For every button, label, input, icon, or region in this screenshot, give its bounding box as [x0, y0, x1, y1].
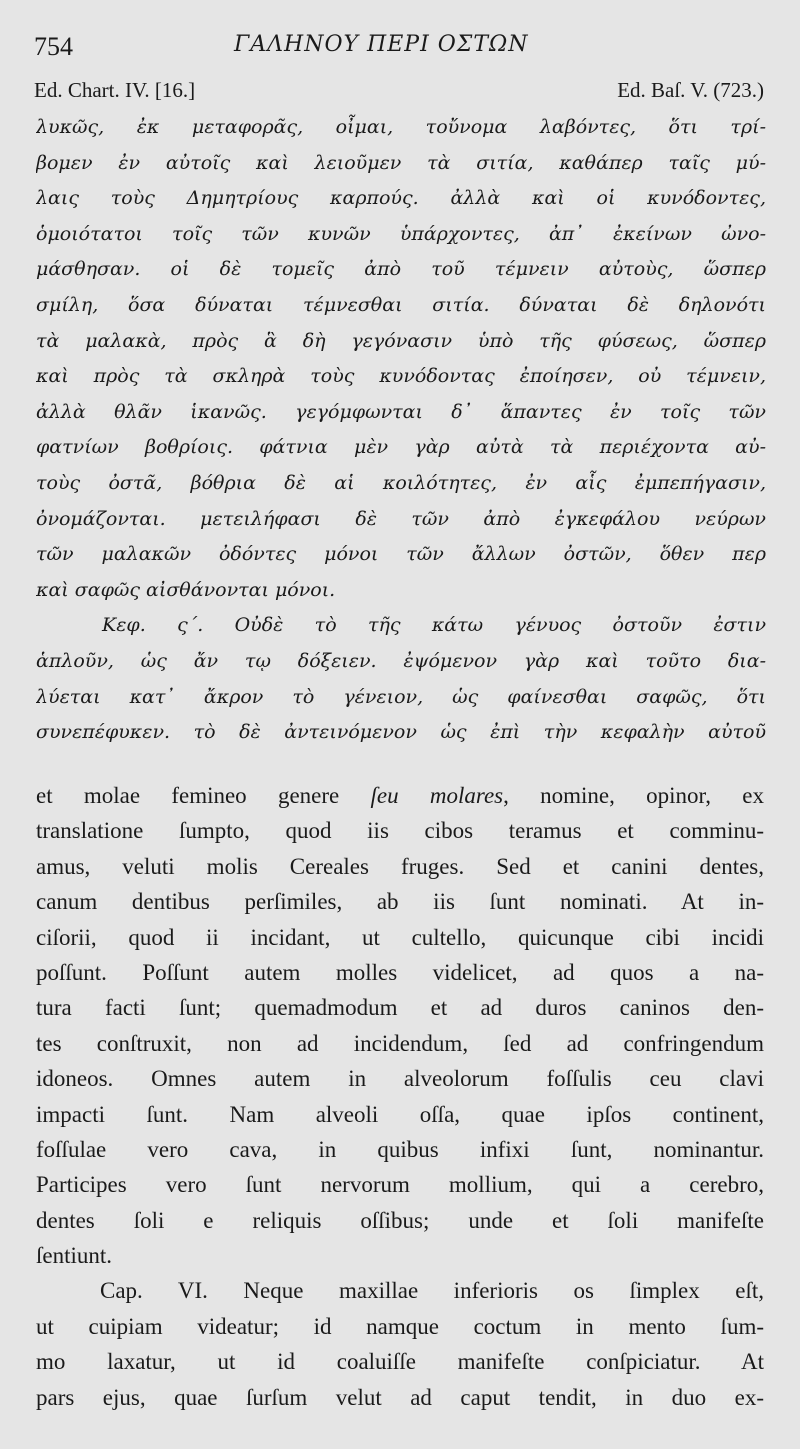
latin-line: tes conſtruxit, non ad incidendum, ſed ad confringendum	[36, 1030, 764, 1056]
latin-line: ſentiunt.	[36, 1243, 113, 1269]
edition-basel: Ed. Baſ. V. (723.)	[617, 78, 764, 102]
greek-line: ὁμοιότατοι τοῖς τῶν κυνῶν ὑπάρχοντες, ἀπ᾿ ἐκείνων ὠνο-	[36, 222, 766, 245]
latin-text-block	[36, 778, 764, 1415]
latin-line: dentes ſoli e reliquis oſſibus; unde et ſoli manifeſte	[36, 1207, 764, 1233]
latin-text: et molae femineo genere	[36, 783, 371, 808]
greek-line: μάσθησαν. οἱ δὲ τομεῖς ἀπὸ τοῦ τέμνειν αὐτοὺς, ὥσπερ	[36, 258, 766, 281]
latin-line: canum dentibus perſimiles, ab iis ſunt nominati. At in-	[36, 889, 764, 915]
running-title: ΓΑΛΗΝΟΥ ΠΕΡΙ ΟΣΤΩΝ	[234, 32, 529, 57]
greek-line: ὀνομάζονται. μετειλήφασι δὲ τῶν ἀπὸ ἐγκεφάλου νεύρων	[36, 507, 766, 530]
latin-italic-text: ſeu molares	[370, 783, 504, 808]
greek-chapter-heading: Κεφ. ς΄. Οὐδὲ τὸ τῆς κάτω γένυος ὀστοῦν ἐστιν	[102, 614, 766, 637]
latin-line: Participes vero ſunt nervorum mollium, qui a cerebro,	[36, 1172, 764, 1198]
latin-line: idoneos. Omnes autem in alveolorum foſſulis ceu clavi	[36, 1066, 764, 1092]
page-header	[34, 30, 760, 64]
greek-text-block	[36, 110, 766, 751]
greek-line: συνεπέφυκεν. τὸ δὲ ἀντεινόμενον ὡς ἐπὶ τὴν κεφαλὴν αὐτοῦ	[36, 721, 766, 744]
latin-line: translatione ſumpto, quod iis cibos teramus et comminu-	[36, 818, 764, 844]
latin-line: impacti ſunt. Nam alveoli oſſa, quae ipſos continent,	[36, 1101, 764, 1127]
greek-line: λαις τοὺς Δημητρίους καρπούς. ἀλλὰ καὶ οἱ κυνόδοντες,	[36, 187, 766, 210]
latin-line: amus, veluti molis Cereales fruges. Sed et canini dentes,	[36, 853, 764, 879]
greek-line: ἀλλὰ θλᾶν ἱκανῶς. γεγόμφωνται δ᾿ ἅπαντες ἐν τοῖς τῶν	[36, 400, 766, 423]
latin-line: ut cuipiam videatur; id namque coctum in mento ſum-	[36, 1313, 764, 1339]
greek-line: τοὺς ὀστᾶ, βόθρια δὲ αἱ κοιλότητες, ἐν αἷς ἐμπεπήγασιν,	[36, 471, 766, 494]
greek-line: λύεται κατ᾿ ἄκρον τὸ γένειον, ὡς φαίνεσθαι σαφῶς, ὅτι	[36, 685, 766, 708]
latin-text: , nomine, opinor, ex	[503, 783, 764, 808]
latin-line: foſſulae vero cava, in quibus infixi ſunt, nominantur.	[36, 1136, 764, 1162]
latin-chapter-heading: Cap. VI. Neque maxillae inferioris os ſimplex eſt,	[100, 1278, 764, 1304]
latin-line: mo laxatur, ut id coaluiſſe manifeſte conſpiciatur. At	[36, 1349, 764, 1375]
latin-line: ciſorii, quod ii incidant, ut cultello, quicunque cibi incidi	[36, 924, 764, 950]
edition-references	[34, 78, 764, 106]
page-number: 754	[34, 32, 73, 61]
greek-line: σμίλη, ὅσα δύναται τέμνεσθαι σιτία. δύναται δὲ δηλονότι	[36, 293, 766, 316]
greek-line: ἁπλοῦν, ὡς ἄν τῳ δόξειεν. ἐψόμενον γὰρ καὶ τοῦτο δια-	[36, 649, 766, 672]
greek-line: καὶ πρὸς τὰ σκληρὰ τοὺς κυνόδοντας ἐποίησεν, οὐ τέμνειν,	[36, 365, 766, 388]
latin-line	[36, 778, 764, 813]
edition-chartier: Ed. Chart. IV. [16.]	[34, 78, 196, 102]
greek-line: καὶ σαφῶς αἰσθάνονται μόνοι.	[36, 578, 336, 601]
greek-line: τὰ μαλακὰ, πρὸς ἃ δὴ γεγόνασιν ὑπὸ τῆς φύσεως, ὥσπερ	[36, 329, 766, 352]
latin-line: pars ejus, quae ſurſum velut ad caput tendit, in duo ex-	[36, 1384, 764, 1410]
greek-line: φατνίων βοθρίοις. φάτνια μὲν γὰρ αὐτὰ τὰ περιέχοντα αὐ-	[36, 436, 766, 459]
latin-line: tura facti ſunt; quemadmodum et ad duros caninos den-	[36, 995, 764, 1021]
greek-line: τῶν μαλακῶν ὀδόντες μόνοι τῶν ἄλλων ὀστῶν, ὅθεν περ	[36, 543, 766, 566]
latin-line: poſſunt. Poſſunt autem molles videlicet, ad quos a na-	[36, 959, 764, 985]
greek-line: λυκῶς, ἐκ μεταφορᾶς, οἶμαι, τοὔνομα λαβόντες, ὅτι τρί-	[36, 116, 766, 138]
greek-line: βομεν ἐν αὐτοῖς καὶ λειοῦμεν τὰ σιτία, καθάπερ ταῖς μύ-	[36, 151, 766, 174]
